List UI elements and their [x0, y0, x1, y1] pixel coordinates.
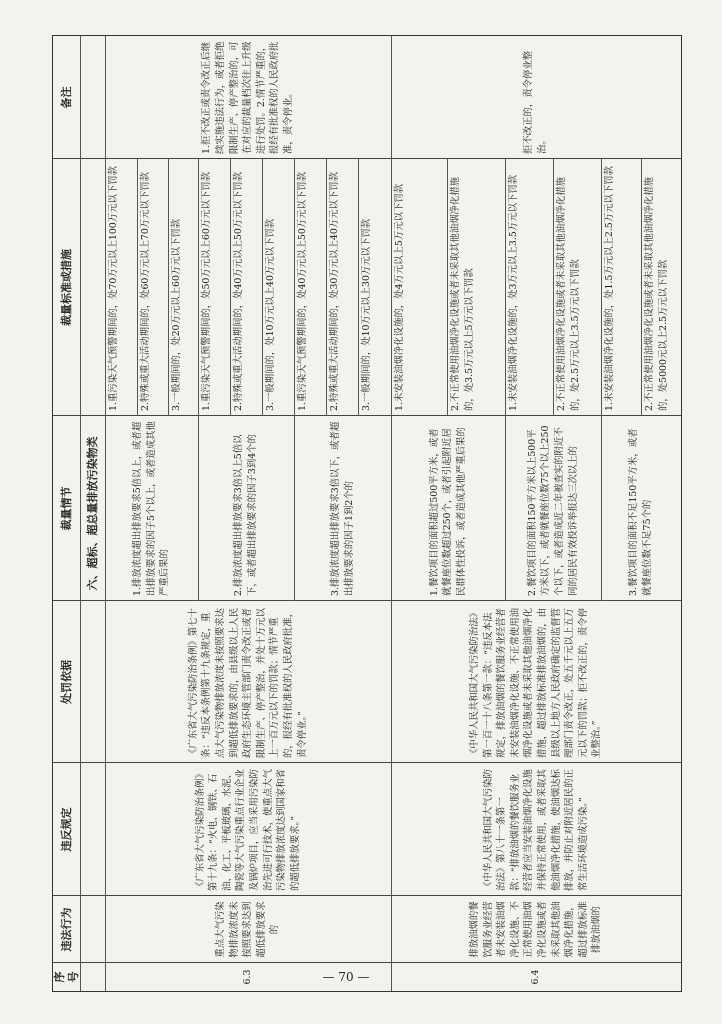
standard-item: 1.重污染天气预警期间的，处40万元以上50万元以下罚款 — [297, 171, 308, 411]
circumstance-item: 2.排放浓度超出排放要求3倍以上5倍以下，或者超出排放要求的因子3到4个的 — [233, 434, 258, 596]
penalty-table — [52, 35, 682, 992]
remark: 1.拒不改正或责令改正后继续实施违法行为，或者拒绝限制生产、停产整治的，可在对应的裁量档次往上升级进行处罚。2.情节严重的，报经有批准权的人民政府批准，责令停业。 — [201, 41, 294, 154]
section-title: 六、超标、超总量排放污染物类 — [85, 436, 99, 591]
penalty-basis: 《中华人民共和国大气污染防治法》第一百一十八条第一款：“违反本法规定，排放油烟的餐饮服务业经营者未安装油烟净化设施、不正常使用油烟净化设施或者未采取其他油烟净化措施，超过排放标准排放油烟的，由县级以上地方人民政府确定的监督管理部门责令改正，处五千元以上五万元以下的罚款；拒不改正的，责令停业整治。” — [469, 607, 603, 758]
header-standard: 裁量标准或措施 — [59, 249, 73, 326]
standard-item: 2.特殊或重大活动期间的，处60万元以上70万元以下罚款 — [140, 171, 151, 411]
circumstance-item: 1.排放浓度超出排放要求5倍以上，或者超出排放要求的因子5个以上，或者造成其他严重后果的 — [132, 421, 171, 596]
standard-item: 1.重污染天气预警期间的，处70万元以上100万元以下罚款 — [108, 165, 119, 411]
standard-item: 1.重污染天气预警期间的，处50万元以上60万元以下罚款 — [201, 171, 212, 411]
circumstance-item: 1.餐饮项目的面积超过500平方米，或者就餐座位数超过250个，或者引起附近居民群体性投诉，或者造成其他严重后果的 — [428, 427, 467, 596]
standard-item: 2.特殊或重大活动期间的，处40万元以上50万元以下罚款 — [233, 171, 244, 411]
circumstance-item: 3.排放浓度超出排放要求3倍以下，或者超出排放要求的因子1到2个的 — [329, 421, 355, 596]
violated-provision: 《广东省大气污染防治条例》第十九条：“火电、钢铁、石油、化工、平板玻璃、水泥、陶瓷等大气污染重点行业企业及锅炉项目，应当采用污染防治先进可行技术，使重点大气污染物排放浓度达到国家和省的超低排放要求。” — [194, 769, 301, 891]
standard-item: 3.一般期间的，处20万元以上60万元以下罚款 — [171, 218, 182, 411]
row-seq: 6.3 — [242, 969, 254, 985]
standard-item: 2.不正常使用油烟净化设施或者未采取其他油烟净化措施的，处2.5万元以上3.5万元以下罚款 — [556, 177, 581, 411]
standard-item: 3.一般期间的，处10万元以上40万元以下罚款 — [265, 218, 276, 411]
standard-item: 2.不正常使用油烟净化设施或者未采取其他油烟净化措施的，处5000元以上2.5万元以下罚款 — [644, 177, 669, 411]
remark: 拒不改正的，责令停业整治。 — [523, 50, 548, 154]
standard-item: 2.不正常使用油烟净化设施或者未采取其他油烟净化措施的，处3.5万元以上5万元以下罚款 — [450, 177, 475, 411]
standard-item: 2.特殊或重大活动期间的，处30万元以上40万元以下罚款 — [329, 171, 340, 411]
violation-act: 重点大气污染物排放浓度未按照要求达到超低排放要求的 — [215, 901, 281, 958]
penalty-basis: 《广东省大气污染防治条例》第七十条：“违反本条例第十九条规定，重点大气污染物排放浓度未按照要求达到超低排放要求的，由县级以上人民政府生态环境主管部门责令改正或者限制生产、停产整治，并处十万元以上一百万元以下的罚款；情节严重的，报经有批准权的人民政府批准，责令停业。” — [187, 607, 308, 758]
circumstance-item: 2.餐饮项目的面积150平方米以上500平方米以下，或者就餐座位数75个以上250个以下，或者造成近二年被查实的附近不同的居民有效投诉举报达三次以上的 — [526, 425, 579, 596]
standard-item: 1.未安装油烟净化设施的，处4万元以上5万元以下罚款 — [394, 183, 405, 411]
circumstance-item: 3.餐饮项目的面积不足150平方米，或者就餐座位数不足75个的 — [628, 428, 653, 596]
page-number: — 70 — — [322, 970, 370, 984]
header-circumstance: 裁量情节 — [59, 486, 73, 531]
header-provision: 违反规定 — [59, 807, 73, 852]
standard-item: 1.未安装油烟净化设施的，处3万元以上3.5万元以下罚款 — [508, 174, 519, 411]
standard-item: 1.未安装油烟净化设施的，处1.5万元以上2.5万元以下罚款 — [604, 165, 615, 411]
header-basis: 处罚依据 — [59, 660, 73, 704]
violated-provision: 《中华人民共和国大气污染防治法》第八十一条第一款：“排放油烟的餐饮服务业经营者应当安装油烟净化设施并保持正常使用，或者采取其他油烟净化措施，使油烟达标排放，并防止对附近居民的正常生活环境造成污染。” — [482, 769, 589, 891]
violation-act: 排放油烟的餐饮服务业经营者未安装油烟净化设施、不正常使用油烟净化设施或者未采取其他油烟净化措施，超过排放标准排放油烟的 — [469, 901, 603, 958]
row-seq: 6.4 — [530, 969, 542, 985]
standard-item: 3.一般期间的，处10万元以上30万元以下罚款 — [361, 218, 372, 411]
header-seq: 序号 — [53, 971, 80, 983]
header-remark: 备注 — [59, 86, 73, 109]
header-act: 违法行为 — [59, 907, 73, 952]
